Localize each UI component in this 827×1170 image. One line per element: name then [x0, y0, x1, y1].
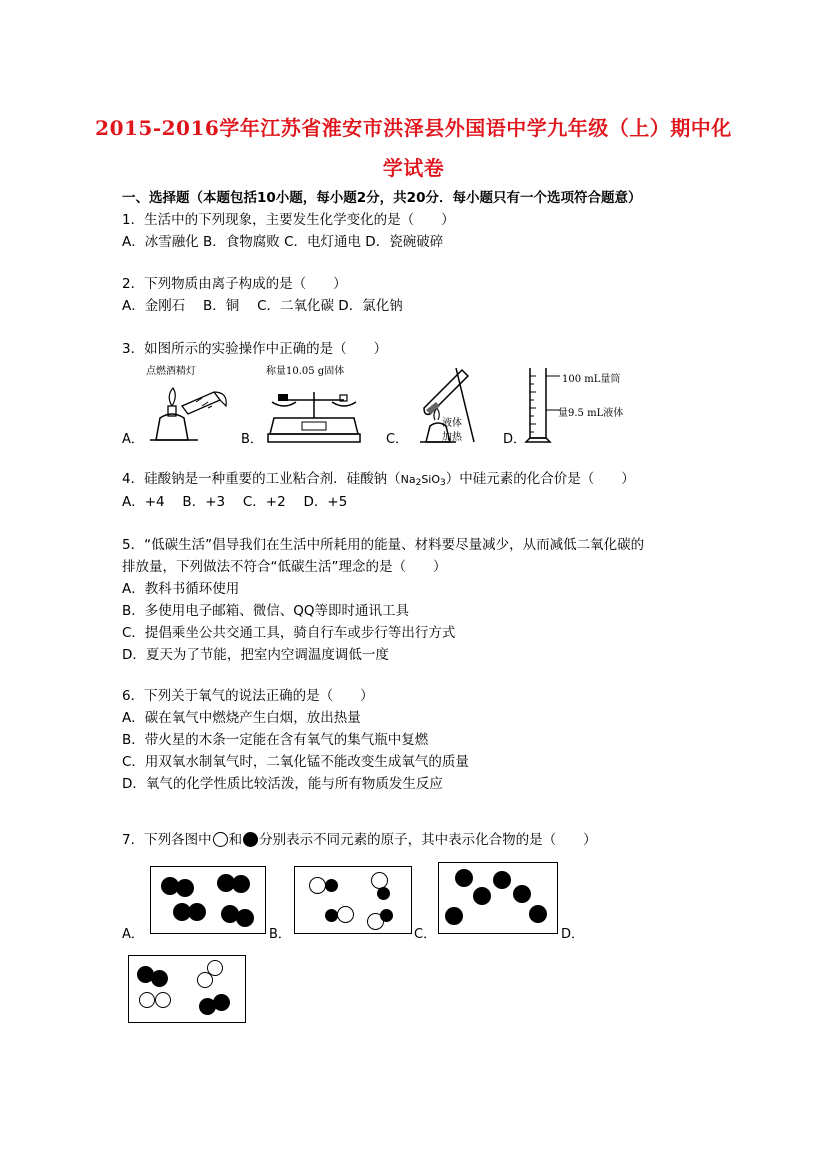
particle-diagram-b	[294, 866, 412, 934]
black-atom-icon	[243, 832, 258, 847]
balance-icon	[262, 362, 366, 446]
formula-sio: SiO	[421, 473, 441, 486]
exam-title-line1: 2015-2016学年江苏省淮安市洪泽县外国语中学九年级（上）期中化	[95, 116, 732, 140]
figure-balance	[262, 362, 366, 446]
question-6-option-a: A．碳在氧气中燃烧产生白烟，放出热量	[122, 710, 361, 726]
question-6-option-b: B．带火星的木条一定能在含有氧气的集气瓶中复燃	[122, 732, 429, 748]
white-atom-icon	[213, 832, 228, 847]
question-4-options: A．+4 B．+3 C．+2 D．+5	[122, 494, 348, 510]
question-7-stem-pre: 7．下列各图中	[122, 832, 212, 848]
white-atom-icon	[337, 906, 354, 923]
section-heading: 一、选择题（本题包括10小题，每小题2分，共20分．每小题只有一个选项符合题意）	[122, 190, 642, 206]
question-1-options: A．冰雪融化 B．食物腐败 C．电灯通电 D．瓷碗破碎	[122, 234, 444, 250]
question-5-stem-line1: 5．“低碳生活”倡导我们在生活中所耗用的能量、材料要尽量减少，从而减低二氧化碳的	[122, 537, 645, 553]
question-2-stem: 2．下列物质由离子构成的是（ ）	[122, 276, 347, 292]
black-atom-icon	[445, 907, 463, 925]
particle-diagram-a	[150, 866, 266, 934]
question-7-label-b: B．	[269, 927, 291, 942]
question-3-label-a: A．	[122, 432, 144, 447]
white-atom-icon	[155, 992, 171, 1008]
question-7-stem-and: 和	[228, 832, 243, 848]
white-atom-icon	[309, 877, 326, 894]
question-2-options: A．金刚石 B．铜 C．二氧化碳 D．氯化钠	[122, 298, 403, 314]
question-7-stem-post: 分别表示不同元素的原子，其中表示化合物的是（ ）	[259, 832, 597, 848]
particle-diagram-c	[438, 862, 558, 934]
figure-d-caption-volume: 量9.5 mL液体	[558, 408, 624, 419]
black-atom-icon	[493, 871, 511, 889]
question-6-option-d: D．氧气的化学性质比较活泼，能与所有物质发生反应	[122, 776, 443, 792]
formula-na: Na	[400, 473, 416, 486]
exam-title-line2: 学试卷	[382, 156, 445, 180]
particle-diagram-d	[128, 955, 246, 1023]
question-5-option-b: B．多使用电子邮箱、微信、QQ等即时通讯工具	[122, 603, 410, 619]
formula-sub-2: 2	[415, 478, 422, 488]
black-atom-icon	[232, 875, 250, 893]
question-5-option-a: A．教科书循环使用	[122, 581, 240, 597]
formula-sub-3: 3	[440, 478, 446, 488]
question-6-stem: 6．下列关于氧气的说法正确的是（ ）	[122, 688, 374, 704]
white-atom-icon	[207, 960, 223, 976]
question-3-label-d: D．	[503, 432, 527, 447]
black-atom-icon	[188, 903, 206, 921]
black-atom-icon	[473, 887, 491, 905]
black-atom-icon	[377, 887, 390, 900]
question-4-stem-pre: 4．硅酸钠是一种重要的工业粘合剂．硅酸钠（	[122, 471, 401, 487]
figure-d-caption-capacity: 100 mL量筒	[562, 374, 621, 385]
question-3-label-c: C．	[386, 432, 409, 447]
question-7-label-c: C．	[414, 927, 437, 942]
figure-heating-liquid	[404, 362, 484, 448]
figure-a-caption: 点燃酒精灯	[146, 366, 196, 377]
figure-c-caption-heat: 加热	[442, 432, 462, 443]
question-7-label-d: D．	[561, 927, 585, 942]
black-atom-icon	[455, 869, 473, 887]
question-3-label-b: B．	[241, 432, 263, 447]
white-atom-icon	[139, 992, 155, 1008]
question-7-label-a: A．	[122, 927, 144, 942]
black-atom-icon	[325, 879, 338, 892]
figure-c-caption-liquid: 液体	[442, 418, 462, 429]
black-atom-icon	[176, 879, 194, 897]
figure-graduated-cylinder	[520, 362, 640, 448]
black-atom-icon	[325, 909, 338, 922]
black-atom-icon	[213, 994, 230, 1011]
question-4-stem-post: ）中硅元素的化合价是（ ）	[445, 471, 635, 487]
figure-b-caption: 称量10.05 g固体	[266, 366, 345, 377]
black-atom-icon	[513, 885, 531, 903]
black-atom-icon	[236, 909, 254, 927]
question-5-stem-line2: 排放量，下列做法不符合“低碳生活”理念的是（ ）	[122, 559, 447, 575]
question-6-option-c: C．用双氧水制氧气时，二氧化锰不能改变生成氧气的质量	[122, 754, 469, 770]
black-atom-icon	[380, 909, 393, 922]
figure-alcohol-lamp	[142, 362, 234, 444]
question-4-stem	[122, 470, 635, 492]
black-atom-icon	[151, 970, 168, 987]
question-1-stem: 1．生活中的下列现象，主要发生化学变化的是（ ）	[122, 212, 455, 228]
question-3-stem: 3．如图所示的实验操作中正确的是（ ）	[122, 341, 388, 357]
question-7-stem	[122, 831, 597, 849]
alcohol-lamp-icon	[142, 362, 234, 444]
black-atom-icon	[529, 905, 547, 923]
question-5-option-d: D．夏天为了节能，把室内空调温度调低一度	[122, 647, 389, 663]
question-5-option-c: C．提倡乘坐公共交通工具，骑自行车或步行等出行方式	[122, 625, 456, 641]
